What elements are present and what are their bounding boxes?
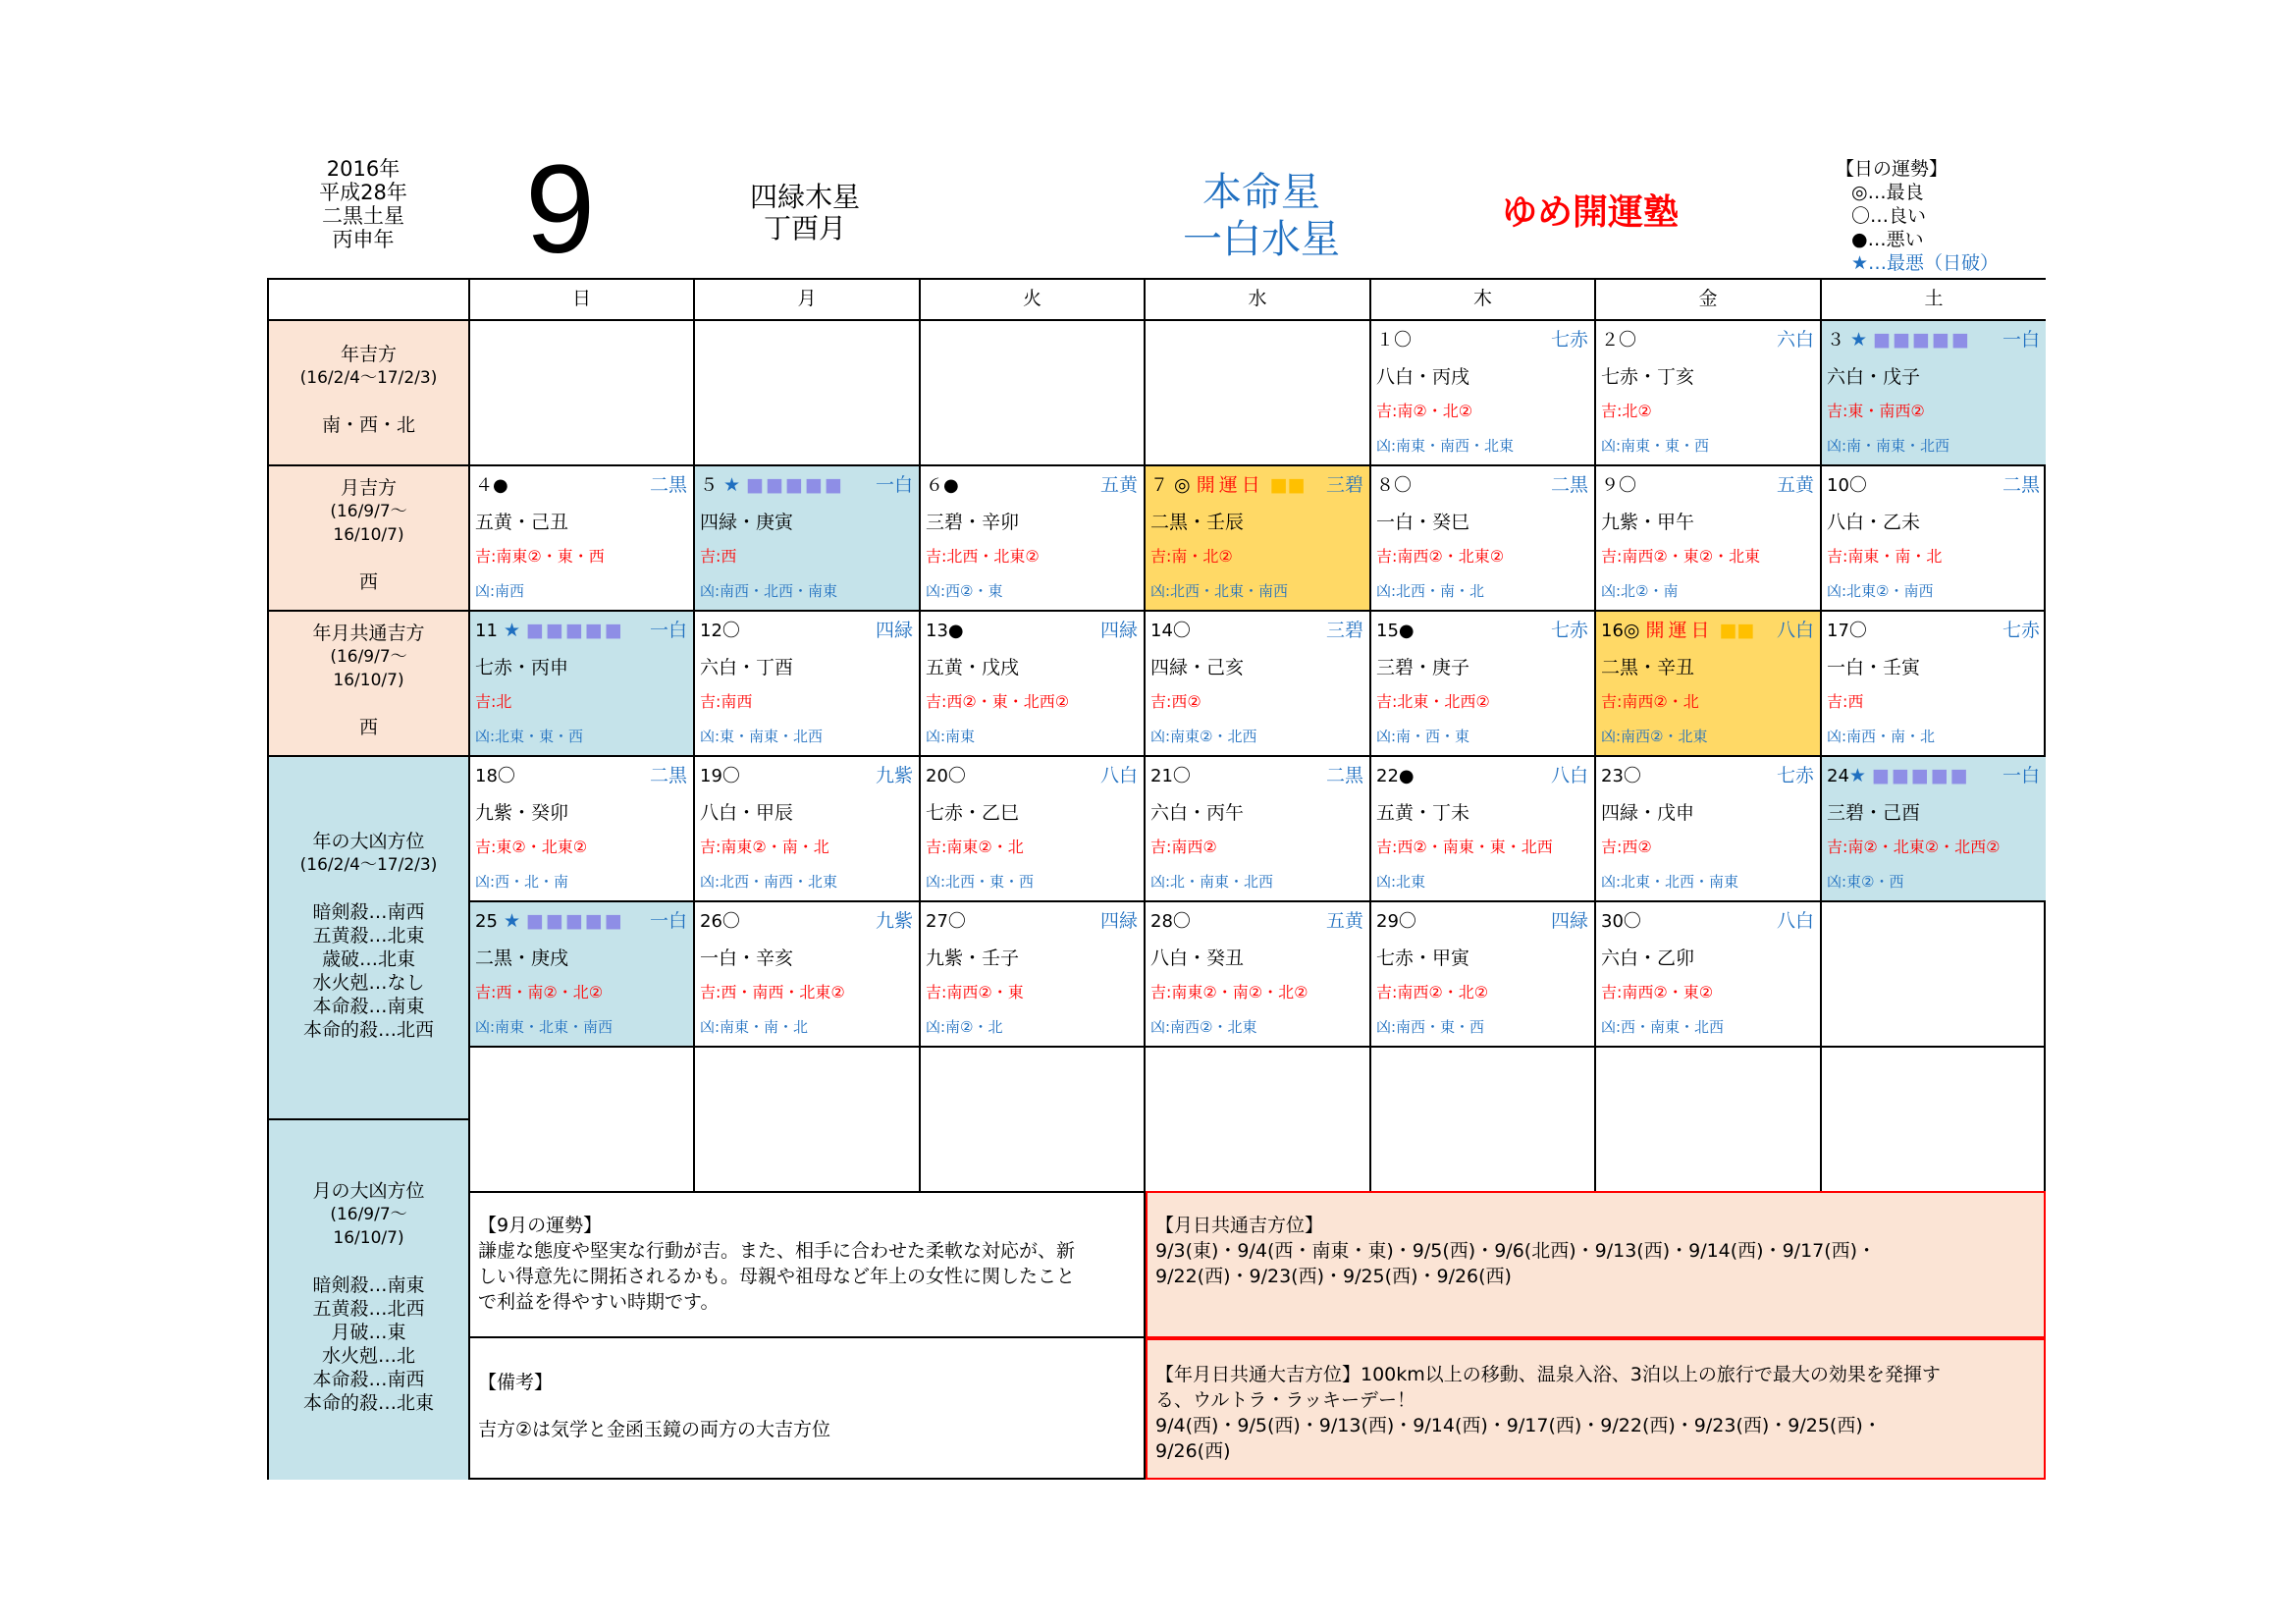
weekday-thu: 木 bbox=[1371, 280, 1596, 321]
day-cell-27[interactable] bbox=[921, 902, 1146, 1048]
day-kanshi: 三碧・庚子 bbox=[1376, 657, 1470, 678]
day-head: 19〇 bbox=[700, 766, 740, 786]
day-head: 27〇 bbox=[926, 911, 966, 932]
remarks-box bbox=[470, 1338, 1146, 1480]
day-head: 14〇 bbox=[1150, 621, 1191, 641]
day-cell-3[interactable] bbox=[1822, 321, 2046, 466]
day-head: ６● bbox=[926, 475, 959, 496]
day-kyo: 凶:南東②・北西 bbox=[1150, 728, 1257, 745]
tsuki-daikyo-item: 水火剋…北 bbox=[321, 1345, 415, 1367]
day-cell-26[interactable] bbox=[695, 902, 921, 1048]
day-kyo: 凶:南西②・北東 bbox=[1150, 1018, 1257, 1036]
day-kichi: 吉:南西②・東②・北東 bbox=[1601, 547, 1761, 566]
day-kyo: 凶:西②・東 bbox=[926, 582, 1003, 600]
day-kichi: 吉:南東②・南・北 bbox=[700, 838, 829, 856]
day-head: 23〇 bbox=[1601, 766, 1641, 786]
monthly-fortune-box bbox=[470, 1193, 1146, 1338]
day-cell-empty bbox=[470, 321, 695, 466]
fortune-legend bbox=[1836, 157, 1999, 275]
worst-star-icon: ★ bbox=[1848, 765, 1866, 786]
month-star-label: 四緑木星 bbox=[749, 181, 860, 213]
month-number: 9 bbox=[525, 139, 596, 280]
worst-star-icon: ★ bbox=[503, 910, 520, 932]
nine-star: 一白 bbox=[2002, 329, 2040, 351]
day-cell-empty bbox=[695, 1048, 921, 1193]
day-kanshi: 七赤・丁亥 bbox=[1601, 366, 1695, 388]
monthly-fortune-title: 【9月の運勢】 bbox=[478, 1215, 603, 1236]
nine-star: 六白 bbox=[1776, 329, 1814, 351]
day-kyo: 凶:北東 bbox=[1376, 873, 1426, 891]
legend-worst: ★…最悪（日破） bbox=[1851, 252, 2000, 274]
legend-bad: ●…悪い bbox=[1851, 229, 1924, 250]
nine-star: 七赤 bbox=[2002, 620, 2040, 641]
nine-star: 七赤 bbox=[1776, 765, 1814, 786]
best-mark-icon: ◎ bbox=[1174, 474, 1191, 496]
day-cell-18[interactable] bbox=[470, 757, 695, 902]
nengappi-line: 【年月日共通大吉方位】100km以上の移動、温泉入浴、3泊以上の旅行で最大の効果を発揮す bbox=[1155, 1364, 1941, 1385]
kyotsu-kippo-panel bbox=[269, 612, 470, 757]
day-cell-21[interactable] bbox=[1146, 757, 1371, 902]
nine-star: 一白 bbox=[2002, 765, 2040, 786]
weekday-wed: 水 bbox=[1146, 280, 1371, 321]
tsuki-kippo-panel bbox=[269, 466, 470, 612]
day-head: 26〇 bbox=[700, 911, 740, 932]
nine-star: 七赤 bbox=[1550, 329, 1588, 351]
heisei-label: 平成28年 bbox=[319, 181, 407, 204]
tsuki-daikyo-title: 月の大凶方位 bbox=[312, 1180, 425, 1202]
nine-star: 八白 bbox=[1776, 910, 1814, 932]
day-cell-1[interactable] bbox=[1371, 321, 1596, 466]
day-cell-empty bbox=[921, 321, 1146, 466]
tsuki-daikyo-item: 暗剣殺…南東 bbox=[312, 1274, 425, 1296]
worst-star-icon: ★ bbox=[503, 620, 520, 641]
day-kichi: 吉:北② bbox=[1601, 402, 1652, 420]
day-kichi: 吉:西② bbox=[1150, 692, 1201, 711]
day-head: 12〇 bbox=[700, 621, 740, 641]
nine-star: 四緑 bbox=[1099, 910, 1138, 932]
day-kichi: 吉:南西②・東 bbox=[926, 983, 1024, 1001]
day-head: 30〇 bbox=[1601, 911, 1641, 932]
nine-star: 四緑 bbox=[875, 620, 913, 641]
day-kanshi: 五黄・戊戌 bbox=[926, 657, 1020, 678]
kaiun-label: 開運日 bbox=[1645, 620, 1714, 641]
legend-best: ◎…最良 bbox=[1851, 182, 1924, 203]
day-kanshi: 二黒・庚戌 bbox=[475, 947, 569, 969]
day-kyo: 凶:北西・東・西 bbox=[926, 873, 1035, 891]
year-kanshi-label: 丙申年 bbox=[332, 228, 395, 251]
best-mark-icon: ◎ bbox=[1623, 620, 1640, 641]
day-kyo: 凶:南東・南西・北東 bbox=[1376, 437, 1515, 455]
day-cell-16[interactable] bbox=[1596, 612, 1822, 757]
day-kichi: 吉:西② bbox=[1601, 838, 1652, 856]
nen-daikyo-period: (16/2/4～17/2/3) bbox=[299, 855, 438, 875]
tsuki-daikyo-item: 本命的殺…北東 bbox=[302, 1392, 434, 1414]
day-cell-15[interactable] bbox=[1371, 612, 1596, 757]
day-kichi: 吉:南西② bbox=[1150, 838, 1217, 856]
day-kyo: 凶:北西・南西・北東 bbox=[700, 873, 838, 891]
nine-star: 八白 bbox=[1099, 765, 1138, 786]
day-kichi: 吉:南西②・東② bbox=[1601, 983, 1714, 1001]
day-kanshi: 九紫・癸卯 bbox=[475, 802, 569, 824]
tsuki-kippo-title: 月吉方 bbox=[340, 477, 397, 499]
juku-logo: ゆめ開運塾 bbox=[1502, 192, 1680, 233]
tsuki-daikyo-period2: 16/10/7) bbox=[333, 1228, 404, 1248]
weekday-sat: 土 bbox=[1822, 280, 2046, 321]
day-kanshi: 二黒・壬辰 bbox=[1150, 512, 1245, 533]
honmei-value: 一白水星 bbox=[1183, 217, 1340, 262]
nine-star: 七赤 bbox=[1550, 620, 1588, 641]
weekday-tue: 火 bbox=[921, 280, 1146, 321]
day-num: ５ bbox=[700, 475, 718, 496]
nen-kippo-period: (16/2/4～17/2/3) bbox=[299, 368, 438, 388]
tsukihi-title: 【月日共通吉方位】 bbox=[1155, 1215, 1324, 1236]
kyotsu-kippo-period2: 16/10/7) bbox=[333, 671, 404, 690]
day-kanshi: 八白・癸丑 bbox=[1150, 947, 1245, 969]
nine-star: 二黒 bbox=[1325, 765, 1363, 786]
nine-star: 二黒 bbox=[2002, 474, 2040, 496]
day-head: ４● bbox=[475, 475, 508, 496]
day-kanshi: 八白・甲辰 bbox=[700, 802, 794, 824]
month-star-info bbox=[721, 182, 888, 244]
day-kichi: 吉:西 bbox=[700, 547, 737, 566]
day-kyo: 凶:南・西・東 bbox=[1376, 728, 1470, 745]
day-kanshi: 四緑・庚寅 bbox=[700, 512, 794, 533]
day-cell-12[interactable] bbox=[695, 612, 921, 757]
day-kichi: 吉:西②・東・北西② bbox=[926, 692, 1070, 711]
day-kanshi: 八白・乙未 bbox=[1827, 512, 1921, 533]
legend-title: 【日の運勢】 bbox=[1836, 158, 1949, 180]
day-head: 15● bbox=[1376, 621, 1415, 641]
worst-star-icon: ★ bbox=[1850, 329, 1868, 351]
day-kanshi: 三碧・辛卯 bbox=[926, 512, 1020, 533]
corner-blank bbox=[269, 280, 470, 321]
day-cell-24[interactable] bbox=[1822, 757, 2046, 902]
day-head: 28〇 bbox=[1150, 911, 1191, 932]
day-kyo: 凶:北東・東・西 bbox=[475, 728, 584, 745]
nen-daikyo-item: 暗剣殺…南西 bbox=[312, 901, 425, 923]
day-cell-4[interactable] bbox=[470, 466, 695, 612]
day-kichi: 吉:西②・南東・東・北西 bbox=[1376, 838, 1553, 856]
nine-star: 三碧 bbox=[1325, 474, 1363, 496]
monthly-fortune-line: しい得意先に開拓されるかも。母親や祖母など年上の女性に関したこと bbox=[478, 1266, 1076, 1287]
hagun-marks: ■■■■■ bbox=[1872, 765, 1970, 786]
day-kanshi: 七赤・甲寅 bbox=[1376, 947, 1470, 969]
day-kyo: 凶:南東 bbox=[926, 728, 976, 745]
worst-star-icon: ★ bbox=[723, 474, 741, 496]
day-cell-23[interactable] bbox=[1596, 757, 1822, 902]
day-cell-10[interactable] bbox=[1822, 466, 2046, 612]
nine-star: 三碧 bbox=[1325, 620, 1363, 641]
tsukihi-line: 9/3(東)・9/4(西・南東・東)・9/5(西)・9/6(北西)・9/13(西)・9/14(西)・9/17(西)・ bbox=[1155, 1240, 1877, 1262]
nine-star: 一白 bbox=[649, 620, 687, 641]
day-cell-25[interactable] bbox=[470, 902, 695, 1048]
day-kichi: 吉:南東②・北 bbox=[926, 838, 1024, 856]
remarks-title: 【備考】 bbox=[478, 1372, 554, 1393]
hagun-marks: ■■■■■ bbox=[526, 910, 624, 932]
day-kichi: 吉:南②・北② bbox=[1376, 402, 1473, 420]
day-kyo: 凶:南西②・北東 bbox=[1601, 728, 1708, 745]
nine-star: 四緑 bbox=[1099, 620, 1138, 641]
day-cell-28[interactable] bbox=[1146, 902, 1371, 1048]
calendar-grid bbox=[267, 278, 2046, 1480]
kaiun-label: 開運日 bbox=[1196, 474, 1264, 496]
day-cell-empty bbox=[1146, 321, 1371, 466]
day-kichi: 吉:北西・北東② bbox=[926, 547, 1040, 566]
year-star-label: 二黒土星 bbox=[322, 204, 404, 228]
day-kanshi: 七赤・丙申 bbox=[475, 657, 569, 678]
honmei-star bbox=[1163, 169, 1360, 263]
day-kyo: 凶:北②・南 bbox=[1601, 582, 1679, 600]
kyotsu-kippo-dirs: 西 bbox=[358, 717, 378, 738]
kyotsu-kippo-period1: (16/9/7～ bbox=[330, 647, 407, 667]
day-cell-29[interactable] bbox=[1371, 902, 1596, 1048]
day-kanshi: 六白・丁酉 bbox=[700, 657, 794, 678]
day-kanshi: 六白・丙午 bbox=[1150, 802, 1245, 824]
day-kyo: 凶:北西・北東・南西 bbox=[1150, 582, 1289, 600]
nen-kippo-dirs: 南・西・北 bbox=[321, 414, 415, 436]
honmei-title: 本命星 bbox=[1202, 170, 1320, 215]
day-kyo: 凶:南西 bbox=[475, 582, 525, 600]
day-kyo: 凶:西・北・南 bbox=[475, 873, 569, 891]
day-kanshi: 五黄・己丑 bbox=[475, 512, 569, 533]
day-cell-5[interactable] bbox=[695, 466, 921, 612]
day-kyo: 凶:南西・東・西 bbox=[1376, 1018, 1485, 1036]
day-kichi: 吉:南東②・南②・北② bbox=[1150, 983, 1308, 1001]
day-kichi: 吉:北 bbox=[475, 692, 512, 711]
remarks-text: 吉方②は気学と金函玉鏡の両方の大吉方位 bbox=[478, 1419, 831, 1440]
nine-star: 九紫 bbox=[875, 910, 913, 932]
hagun-marks: ■■■■■ bbox=[1873, 329, 1971, 351]
day-kyo: 凶:西・南東・北西 bbox=[1601, 1018, 1725, 1036]
weekday-fri: 金 bbox=[1596, 280, 1822, 321]
day-kichi: 吉:南②・北東②・北西② bbox=[1827, 838, 2001, 856]
day-num: 24 bbox=[1827, 766, 1849, 786]
day-cell-13[interactable] bbox=[921, 612, 1146, 757]
day-kanshi: 九紫・壬子 bbox=[926, 947, 1020, 969]
day-kichi: 吉:南・北② bbox=[1150, 547, 1233, 566]
day-kyo: 凶:北西・南・北 bbox=[1376, 582, 1485, 600]
kaiun-marks: ■■ bbox=[1719, 620, 1755, 641]
day-kichi: 吉:南東・南・北 bbox=[1827, 547, 1943, 566]
day-kyo: 凶:南東・東・西 bbox=[1601, 437, 1710, 455]
day-head: 17〇 bbox=[1827, 621, 1867, 641]
kaiun-marks: ■■ bbox=[1269, 474, 1306, 496]
weekday-mon: 月 bbox=[695, 280, 921, 321]
nen-daikyo-panel bbox=[269, 757, 470, 1120]
day-kanshi: 四緑・戊申 bbox=[1601, 802, 1695, 824]
day-cell-20[interactable] bbox=[921, 757, 1146, 902]
tsuki-daikyo-item: 本命殺…南西 bbox=[312, 1369, 425, 1390]
tsuki-daikyo-period1: (16/9/7～ bbox=[330, 1205, 407, 1224]
day-num: ７ bbox=[1150, 475, 1168, 496]
day-kyo: 凶:北東②・南西 bbox=[1827, 582, 1934, 600]
day-cell-empty bbox=[1146, 1048, 1371, 1193]
nine-star: 五黄 bbox=[1325, 910, 1363, 932]
month-kanshi-label: 丁酉月 bbox=[763, 212, 846, 244]
day-cell-17[interactable] bbox=[1822, 612, 2046, 757]
nine-star: 五黄 bbox=[1099, 474, 1138, 496]
day-kanshi: 五黄・丁未 bbox=[1376, 802, 1470, 824]
year-label: 2016年 bbox=[326, 157, 400, 181]
monthly-fortune-line: 謙虚な態度や堅実な行動が吉。また、相手に合わせた柔軟な対応が、新 bbox=[478, 1240, 1076, 1262]
day-kichi: 吉:西・南西・北東② bbox=[700, 983, 845, 1001]
year-info bbox=[299, 157, 427, 251]
day-head: 29〇 bbox=[1376, 911, 1416, 932]
day-kyo: 凶:東・南東・北西 bbox=[700, 728, 824, 745]
nengappi-line: 9/4(西)・9/5(西)・9/13(西)・9/14(西)・9/17(西)・9/22(西)・9/23(西)・9/25(西)・ bbox=[1155, 1415, 1882, 1436]
day-kichi: 吉:南西 bbox=[700, 692, 753, 711]
day-kichi: 吉:西 bbox=[1827, 692, 1864, 711]
day-kanshi: 六白・戊子 bbox=[1827, 366, 1921, 388]
nine-star: 四緑 bbox=[1550, 910, 1588, 932]
nen-kippo-panel bbox=[269, 321, 470, 466]
nengappi-line: る、ウルトラ・ラッキーデー！ bbox=[1155, 1389, 1416, 1411]
nen-daikyo-item: 水火剋…なし bbox=[312, 972, 425, 994]
day-head: ９〇 bbox=[1601, 475, 1636, 496]
day-cell-8[interactable] bbox=[1371, 466, 1596, 612]
day-kanshi: 三碧・己酉 bbox=[1827, 802, 1921, 824]
tsuki-daikyo-panel bbox=[269, 1120, 470, 1480]
tsuki-kippo-period1: (16/9/7～ bbox=[330, 502, 407, 521]
day-head: 22● bbox=[1376, 766, 1415, 786]
nine-star: 一白 bbox=[875, 474, 913, 496]
legend-good: 〇…良い bbox=[1851, 205, 1927, 227]
day-num: 16 bbox=[1601, 621, 1624, 641]
day-kyo: 凶:南東・北東・南西 bbox=[475, 1018, 614, 1036]
day-kichi: 吉:南西②・北東② bbox=[1376, 547, 1505, 566]
nine-star: 五黄 bbox=[1776, 474, 1814, 496]
hagun-marks: ■■■■■ bbox=[526, 620, 624, 641]
day-kyo: 凶:南②・北 bbox=[926, 1018, 1003, 1036]
day-kyo: 凶:南西・南・北 bbox=[1827, 728, 1936, 745]
day-num: 25 bbox=[475, 911, 498, 932]
nine-star: 一白 bbox=[649, 910, 687, 932]
day-head: 10〇 bbox=[1827, 475, 1867, 496]
day-kanshi: 一白・壬寅 bbox=[1827, 657, 1921, 678]
day-kanshi: 四緑・己亥 bbox=[1150, 657, 1245, 678]
tsuki-kippo-period2: 16/10/7) bbox=[333, 525, 404, 545]
day-head: ８〇 bbox=[1376, 475, 1412, 496]
day-head: 21〇 bbox=[1150, 766, 1191, 786]
day-kichi: 吉:東②・北東② bbox=[475, 838, 588, 856]
day-kanshi: 九紫・甲午 bbox=[1601, 512, 1695, 533]
monthly-fortune-line: で利益を得やすい時期です。 bbox=[478, 1291, 720, 1313]
nine-star: 二黒 bbox=[1550, 474, 1588, 496]
nen-daikyo-item: 本命殺…南東 bbox=[312, 996, 425, 1017]
day-cell-11[interactable] bbox=[470, 612, 695, 757]
nen-daikyo-item: 五黄殺…北東 bbox=[312, 925, 425, 947]
day-kichi: 吉:西・南②・北② bbox=[475, 983, 604, 1001]
day-head: ２〇 bbox=[1601, 330, 1636, 351]
day-kanshi: 七赤・乙巳 bbox=[926, 802, 1020, 824]
day-cell-22[interactable] bbox=[1371, 757, 1596, 902]
day-kyo: 凶:北東・北西・南東 bbox=[1601, 873, 1739, 891]
day-cell-30[interactable] bbox=[1596, 902, 1822, 1048]
day-num: 11 bbox=[475, 621, 498, 641]
day-kyo: 凶:北・南東・北西 bbox=[1150, 873, 1274, 891]
day-cell-empty bbox=[1596, 1048, 1822, 1193]
day-kanshi: 一白・癸巳 bbox=[1376, 512, 1470, 533]
day-cell-empty bbox=[1371, 1048, 1596, 1193]
tsukihi-kippo-box bbox=[1146, 1191, 2046, 1338]
day-kanshi: 六白・乙卯 bbox=[1601, 947, 1695, 969]
nine-star: 八白 bbox=[1550, 765, 1588, 786]
day-kichi: 吉:南東②・東・西 bbox=[475, 547, 605, 566]
day-kanshi: 一白・辛亥 bbox=[700, 947, 794, 969]
day-kichi: 吉:南西②・北② bbox=[1376, 983, 1489, 1001]
day-kanshi: 二黒・辛丑 bbox=[1601, 657, 1695, 678]
nine-star: 二黒 bbox=[649, 474, 687, 496]
day-head: 18〇 bbox=[475, 766, 515, 786]
day-num: ３ bbox=[1827, 330, 1844, 351]
day-kyo: 凶:南西・北西・南東 bbox=[700, 582, 838, 600]
day-head: １〇 bbox=[1376, 330, 1412, 351]
day-kichi: 吉:南西②・北 bbox=[1601, 692, 1699, 711]
hagun-marks: ■■■■■ bbox=[746, 474, 844, 496]
day-cell-14[interactable] bbox=[1146, 612, 1371, 757]
day-cell-6[interactable] bbox=[921, 466, 1146, 612]
nengappi-line: 9/26(西) bbox=[1155, 1440, 1231, 1462]
kyotsu-kippo-title: 年月共通吉方 bbox=[312, 623, 425, 644]
day-cell-2[interactable] bbox=[1596, 321, 1822, 466]
tsuki-kippo-dirs: 西 bbox=[358, 571, 378, 593]
nen-daikyo-title: 年の大凶方位 bbox=[312, 831, 425, 852]
day-cell-empty bbox=[470, 1048, 695, 1193]
nen-kippo-title: 年吉方 bbox=[340, 344, 397, 365]
day-kichi: 吉:北東・北西② bbox=[1376, 692, 1490, 711]
day-kyo: 凶:南・南東・北西 bbox=[1827, 437, 1950, 455]
day-cell-9[interactable] bbox=[1596, 466, 1822, 612]
day-kyo: 凶:東②・西 bbox=[1827, 873, 1904, 891]
day-head: 20〇 bbox=[926, 766, 966, 786]
nen-daikyo-item: 歳破…北東 bbox=[321, 948, 415, 970]
day-cell-empty bbox=[1822, 902, 2046, 1048]
nine-star: 九紫 bbox=[875, 765, 913, 786]
day-cell-7[interactable] bbox=[1146, 466, 1371, 612]
nine-star: 二黒 bbox=[649, 765, 687, 786]
day-cell-19[interactable] bbox=[695, 757, 921, 902]
day-cell-empty bbox=[921, 1048, 1146, 1193]
tsuki-daikyo-item: 五黄殺…北西 bbox=[312, 1298, 425, 1320]
tsukihi-line: 9/22(西)・9/23(西)・9/25(西)・9/26(西) bbox=[1155, 1266, 1512, 1287]
nengappi-kippo-box bbox=[1146, 1338, 2046, 1480]
nine-star: 八白 bbox=[1776, 620, 1814, 641]
nen-daikyo-item: 本命的殺…北西 bbox=[302, 1019, 434, 1041]
weekday-sun: 日 bbox=[470, 280, 695, 321]
day-kyo: 凶:南東・南・北 bbox=[700, 1018, 809, 1036]
day-cell-empty bbox=[695, 321, 921, 466]
day-kichi: 吉:東・南西② bbox=[1827, 402, 1925, 420]
day-head: 13● bbox=[926, 621, 964, 641]
day-cell-empty bbox=[1822, 1048, 2046, 1193]
day-kanshi: 八白・丙戌 bbox=[1376, 366, 1470, 388]
tsuki-daikyo-item: 月破…東 bbox=[331, 1322, 406, 1343]
